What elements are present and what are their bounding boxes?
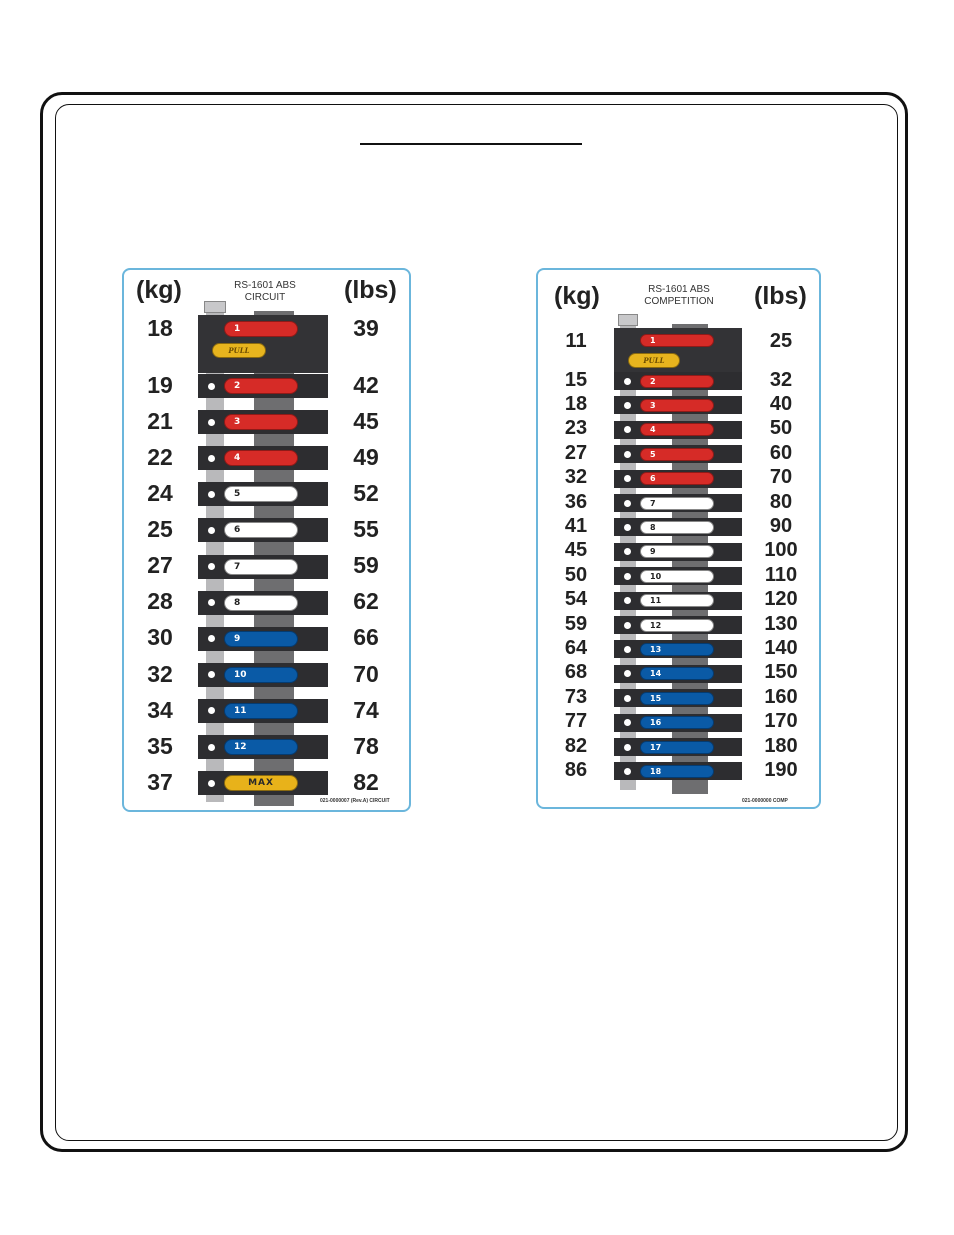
pin-number-label: 10 (224, 667, 298, 683)
lbs-value: 130 (764, 612, 798, 635)
kg-value: 22 (147, 443, 173, 470)
pin-number-label: 8 (224, 595, 298, 611)
kg-value: 19 (147, 371, 173, 398)
lbs-value: 66 (353, 624, 379, 651)
lbs-header: (lbs) (344, 276, 397, 304)
pin-number-label: 3 (640, 399, 714, 412)
kg-value: 23 (564, 417, 588, 440)
pin-number-label: 9 (224, 631, 298, 647)
kg-value: 82 (564, 734, 588, 757)
rod-cap (618, 314, 638, 326)
lbs-value: 60 (769, 441, 793, 464)
lbs-value: 39 (353, 315, 379, 341)
kg-value: 15 (564, 368, 588, 391)
pin-number-label: 2 (224, 378, 298, 394)
kg-value: 27 (147, 552, 173, 579)
pin-hole-dot (624, 646, 631, 653)
kg-value: 30 (147, 624, 173, 651)
pull-pin-tag: PULL (212, 343, 266, 358)
kg-value: 24 (147, 480, 173, 507)
kg-value: 32 (147, 660, 173, 687)
pin-number-label: 2 (640, 375, 714, 388)
model-line-1: RS-1601 ABS (648, 284, 710, 295)
pin-number-label: 5 (224, 486, 298, 502)
pin-hole-dot (208, 744, 215, 751)
rod-cap (204, 301, 226, 313)
lbs-value: 32 (769, 368, 793, 391)
lbs-value: 74 (353, 696, 379, 723)
pin-number-label: 8 (640, 521, 714, 534)
kg-value: 50 (564, 563, 588, 586)
kg-value: 41 (564, 515, 588, 537)
pin-hole-dot (624, 622, 631, 629)
kg-value: 54 (564, 588, 588, 611)
kg-value: 77 (564, 710, 588, 733)
pin-hole-dot (208, 455, 215, 462)
pin-hole-dot (624, 695, 631, 702)
lbs-value: 120 (764, 588, 798, 611)
lbs-value: 70 (353, 660, 379, 687)
lbs-value: 42 (353, 371, 379, 398)
kg-value: 36 (564, 490, 588, 513)
pin-hole-dot (624, 524, 631, 531)
pin-hole-dot (208, 419, 215, 426)
kg-value: 68 (564, 661, 588, 684)
pin-number-label: 9 (640, 545, 714, 558)
pin-number-label: 15 (640, 692, 714, 705)
pin-hole-dot (624, 744, 631, 751)
lbs-value: 62 (353, 588, 379, 615)
pin-number-label: MAX (224, 775, 298, 791)
pin-number-label: 16 (640, 716, 714, 729)
lbs-value: 49 (353, 443, 379, 470)
kg-value: 21 (147, 407, 173, 434)
title-underline (360, 143, 582, 145)
lbs-value: 40 (769, 393, 793, 415)
pin-number-label: 7 (640, 497, 714, 510)
kg-value: 18 (564, 393, 588, 415)
pin-number-label: 18 (640, 765, 714, 778)
pin-number-label: 11 (640, 594, 714, 607)
lbs-value: 140 (764, 637, 798, 659)
pin-hole-dot (208, 563, 215, 570)
pin-number-label: 1 (224, 321, 298, 337)
lbs-value: 52 (353, 480, 379, 507)
lbs-value: 45 (353, 407, 379, 434)
kg-value: 27 (564, 441, 588, 464)
pin-hole-dot (624, 573, 631, 580)
kg-value: 45 (564, 539, 588, 562)
lbs-value: 160 (764, 685, 798, 708)
pin-number-label: 3 (224, 414, 298, 430)
lbs-value: 150 (764, 661, 798, 684)
kg-value: 28 (147, 588, 173, 615)
pin-number-label: 1 (640, 334, 714, 347)
kg-value: 73 (564, 685, 588, 708)
pin-number-label: 12 (224, 739, 298, 755)
pin-number-label: 6 (224, 522, 298, 538)
pin-number-label: 5 (640, 448, 714, 461)
lbs-value: 110 (764, 563, 798, 586)
pin-number-label: 14 (640, 667, 714, 680)
part-number: 021-0000000 COMP (742, 798, 788, 804)
lbs-value: 59 (353, 552, 379, 579)
kg-value: 59 (564, 612, 588, 635)
pin-hole-dot (208, 491, 215, 498)
pin-hole-dot (208, 780, 215, 787)
pin-number-label: 6 (640, 472, 714, 485)
weight-chart-competition (536, 268, 821, 809)
pin-hole-dot (208, 383, 215, 390)
pin-number-label: 11 (224, 703, 298, 719)
lbs-header: (lbs) (754, 282, 807, 310)
lbs-value: 180 (764, 734, 798, 757)
kg-value: 35 (147, 732, 173, 759)
pin-hole-dot (624, 378, 631, 385)
kg-value: 37 (147, 768, 173, 795)
lbs-value: 170 (764, 710, 798, 733)
lbs-value: 190 (764, 759, 798, 781)
kg-value: 18 (147, 315, 173, 341)
kg-value: 25 (147, 516, 173, 543)
model-label (634, 284, 724, 308)
pin-hole-dot (624, 402, 631, 409)
kg-value: 86 (564, 759, 588, 781)
kg-header: (kg) (554, 282, 600, 310)
kg-value: 34 (147, 696, 173, 723)
pin-number-label: 4 (224, 450, 298, 466)
kg-value: 64 (564, 637, 588, 659)
pin-hole-dot (624, 500, 631, 507)
pin-number-label: 13 (640, 643, 714, 656)
model-line-2: CIRCUIT (244, 292, 286, 303)
part-number: 021-0000007 (Rev.A) CIRCUIT (320, 798, 390, 804)
pin-number-label: 7 (224, 559, 298, 575)
pin-number-label: 17 (640, 741, 714, 754)
lbs-value: 70 (769, 466, 793, 489)
kg-value: 32 (564, 466, 588, 489)
lbs-value: 82 (353, 768, 379, 795)
lbs-value: 80 (769, 490, 793, 513)
weight-chart-circuit (122, 268, 411, 812)
lbs-value: 90 (769, 515, 793, 537)
pull-pin-tag: PULL (628, 353, 680, 368)
pin-number-label: 4 (640, 423, 714, 436)
lbs-value: 100 (764, 539, 798, 562)
kg-value: 11 (565, 330, 587, 352)
pin-hole-dot (624, 451, 631, 458)
pin-number-label: 10 (640, 570, 714, 583)
lbs-value: 25 (769, 330, 793, 352)
kg-header: (kg) (136, 276, 182, 304)
model-line-1: RS-1601 ABS (234, 280, 296, 291)
lbs-value: 50 (769, 417, 793, 440)
lbs-value: 78 (353, 732, 379, 759)
model-label (220, 280, 310, 304)
lbs-value: 55 (353, 516, 379, 543)
model-line-2: COMPETITION (644, 296, 714, 307)
pin-hole-dot (208, 527, 215, 534)
pin-hole-dot (624, 768, 631, 775)
pin-number-label: 12 (640, 619, 714, 632)
